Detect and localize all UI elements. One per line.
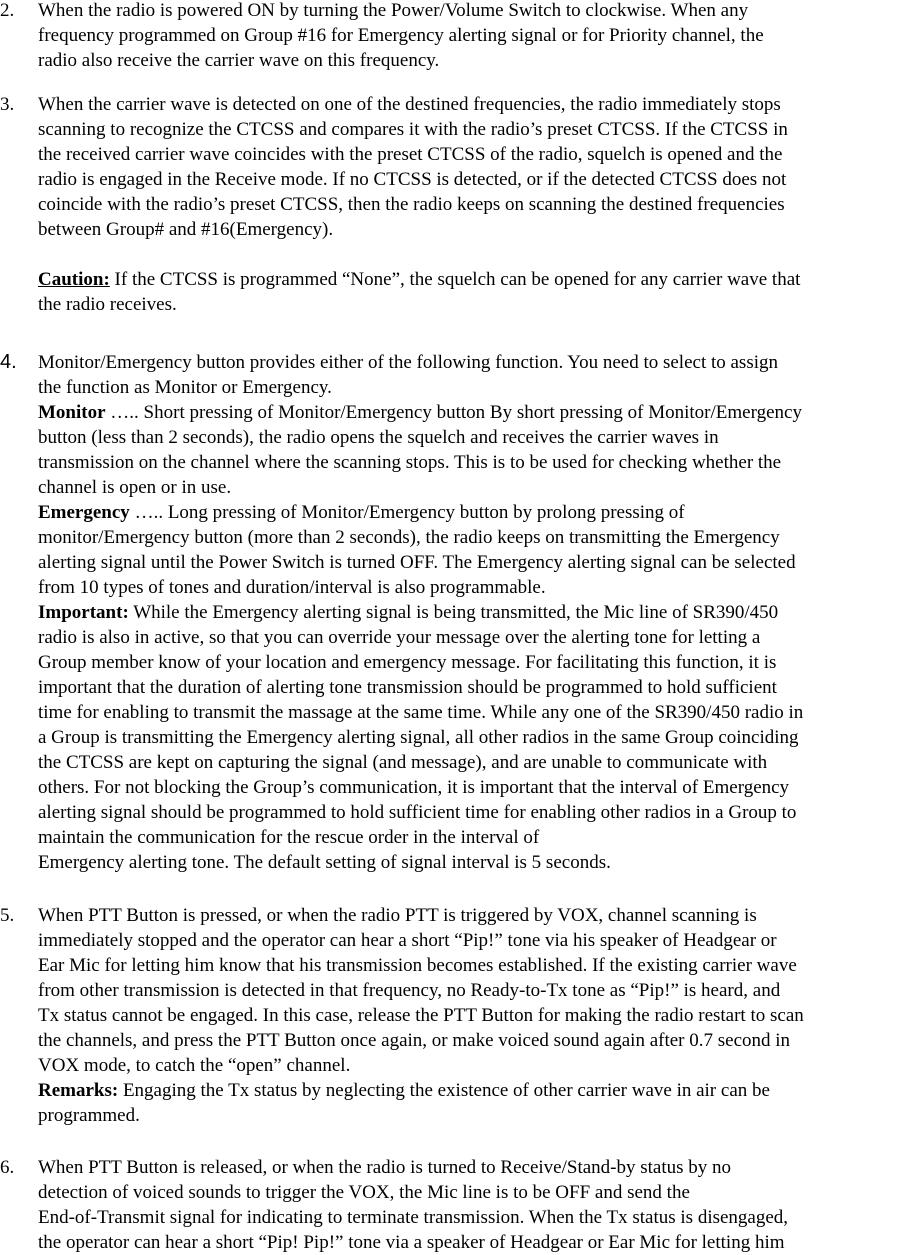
line-text: radio also receive the carrier wave on this frequency. — [38, 50, 440, 71]
text-line — [38, 0, 764, 23]
text-line — [38, 1078, 804, 1103]
line-text: radio is engaged in the Receive mode. If no CTCSS is detected, or if the detected CTCSS does not — [38, 169, 787, 190]
text-line — [38, 267, 800, 292]
text-line — [38, 500, 803, 525]
text-line — [38, 475, 803, 500]
line-text: the channels, and press the PTT Button once again, or make voiced sound again after 0.7 second in — [38, 1030, 791, 1051]
text-line — [38, 450, 803, 475]
line-text: the radio receives. — [38, 294, 177, 315]
list-item-body — [38, 350, 803, 875]
line-text: programmed. — [38, 1105, 140, 1126]
line-text: from other transmission is detected in that frequency, no Ready-to-Tx tone as “Pip!” is heard, and — [38, 980, 781, 1001]
line-text: When PTT Button is pressed, or when the radio PTT is triggered by VOX, channel scanning is — [38, 905, 757, 926]
line-text: ….. Short pressing of Monitor/Emergency button By short pressing of Monitor/Emergency — [105, 402, 802, 423]
text-line — [38, 350, 803, 375]
line-text: ….. Long pressing of Monitor/Emergency button by prolong pressing of — [129, 502, 685, 523]
line-text: the CTCSS are kept on capturing the signal (and message), and are unable to communicate with — [38, 752, 768, 773]
line-text: important that the duration of alerting tone transmission should be programmed to hold sufficient — [38, 677, 777, 698]
text-line — [38, 192, 800, 217]
line-text: the received carrier wave coincides with the preset CTCSS of the radio, squelch is opened and the — [38, 144, 783, 165]
list-item-body — [38, 1155, 788, 1255]
line-text: When the carrier wave is detected on one of the destined frequencies, the radio immediately stops — [38, 94, 781, 115]
line-text: While the Emergency alerting signal is being transmitted, the Mic line of SR390/450 — [128, 602, 779, 623]
text-line — [38, 600, 803, 625]
text-line — [38, 1230, 788, 1255]
line-text: from 10 types of tones and duration/interval is also programmable. — [38, 577, 546, 598]
line-text: button (less than 2 seconds), the radio opens the squelch and receives the carrier waves in — [38, 427, 719, 448]
list-item-number: 2. — [0, 0, 15, 21]
text-line — [38, 825, 803, 850]
list-item-body — [38, 92, 800, 317]
text-line — [38, 92, 800, 117]
text-line — [38, 425, 803, 450]
text-line — [38, 953, 804, 978]
text-line — [38, 1053, 804, 1078]
paragraph-gap — [38, 242, 800, 267]
line-text: If the CTCSS is programmed “None”, the squelch can be opened for any carrier wave that — [109, 269, 801, 290]
text-line — [38, 1003, 804, 1028]
line-text: detection of voiced sounds to trigger the VOX, the Mic line is to be OFF and send the — [38, 1182, 690, 1203]
line-text: VOX mode, to catch the “open” channel. — [38, 1055, 351, 1076]
text-line — [38, 1155, 788, 1180]
bold-label: Monitor — [38, 402, 106, 423]
line-text: scanning to recognize the CTCSS and compares it with the radio’s preset CTCSS. If the CTCSS in — [38, 119, 788, 140]
line-text: End-of-Transmit signal for indicating to terminate transmission. When the Tx status is disengaged, — [38, 1207, 789, 1228]
text-line — [38, 650, 803, 675]
text-line — [38, 725, 803, 750]
text-line — [38, 575, 803, 600]
text-line — [38, 775, 803, 800]
line-text: Engaging the Tx status by neglecting the existence of other carrier wave in air can be — [118, 1080, 770, 1101]
line-text: Monitor/Emergency button provides either of the following function. You need to select to assign — [38, 352, 778, 373]
text-line — [38, 117, 800, 142]
list-item-number: 3. — [0, 94, 15, 115]
caution-label: Caution: — [38, 269, 110, 290]
text-line — [38, 1180, 788, 1205]
line-text: maintain the communication for the rescue order in the interval of — [38, 827, 540, 848]
text-line — [38, 142, 800, 167]
text-line — [38, 217, 800, 242]
text-line — [38, 48, 764, 73]
line-text: between Group# and #16(Emergency). — [38, 219, 334, 240]
line-text: others. For not blocking the Group’s communication, it is important that the interval of Emergency — [38, 777, 790, 798]
text-line — [38, 525, 803, 550]
bold-label: Emergency — [38, 502, 130, 523]
line-text: Group member know of your location and emergency message. For facilitating this function, it is — [38, 652, 777, 673]
bold-label: Important: — [38, 602, 129, 623]
line-text: channel is open or in use. — [38, 477, 232, 498]
line-text: transmission on the channel where the scanning stops. This is to be used for checking whether the — [38, 452, 782, 473]
line-text: frequency programmed on Group #16 for Emergency alerting signal or for Priority channel, the — [38, 25, 764, 46]
text-line — [38, 750, 803, 775]
text-line — [38, 1103, 804, 1128]
line-text: radio is also in active, so that you can override your message over the alerting tone for letting a — [38, 627, 761, 648]
line-text: the operator can hear a short “Pip! Pip!” tone via a speaker of Headgear or Ear Mic for letting him — [38, 1232, 785, 1253]
bold-label: Remarks: — [38, 1080, 119, 1101]
text-line — [38, 400, 803, 425]
line-text: When PTT Button is released, or when the radio is turned to Receive/Stand-by status by no — [38, 1157, 732, 1178]
text-line — [38, 978, 804, 1003]
line-text: a Group is transmitting the Emergency alerting signal, all other radios in the same Group coinciding — [38, 727, 799, 748]
text-line — [38, 700, 803, 725]
list-item-number: 5. — [0, 905, 15, 926]
text-line — [38, 625, 803, 650]
line-text: time for enabling to transmit the massage at the same time. While any one of the SR390/450 radio in — [38, 702, 804, 723]
text-line — [38, 928, 804, 953]
line-text: the function as Monitor or Emergency. — [38, 377, 332, 398]
line-text: alerting signal until the Power Switch is turned OFF. The Emergency alerting signal can be selected — [38, 552, 796, 573]
line-text: Tx status cannot be engaged. In this case, release the PTT Button for making the radio restart to scan — [38, 1005, 804, 1026]
text-line — [38, 800, 803, 825]
text-line — [38, 550, 803, 575]
line-text: Ear Mic for letting him know that his transmission becomes established. If the existing carrier wave — [38, 955, 797, 976]
text-line — [38, 292, 800, 317]
line-text: alerting signal should be programmed to hold sufficient time for enabling other radios in a Group to — [38, 802, 797, 823]
text-line — [38, 1028, 804, 1053]
list-item-number: 4. — [0, 351, 17, 373]
text-line — [38, 903, 804, 928]
text-line — [38, 23, 764, 48]
list-item-body — [38, 0, 764, 73]
line-text: Emergency alerting tone. The default setting of signal interval is 5 seconds. — [38, 852, 611, 873]
text-line — [38, 850, 803, 875]
text-line — [38, 167, 800, 192]
text-line — [38, 675, 803, 700]
list-item-body — [38, 903, 804, 1128]
list-item-number: 6. — [0, 1157, 15, 1178]
line-text: monitor/Emergency button (more than 2 seconds), the radio keeps on transmitting the Emergency — [38, 527, 780, 548]
line-text: coincide with the radio’s preset CTCSS, then the radio keeps on scanning the destined frequencies — [38, 194, 785, 215]
text-line — [38, 375, 803, 400]
text-line — [38, 1205, 788, 1230]
line-text: immediately stopped and the operator can hear a short “Pip!” tone via his speaker of Headgear or — [38, 930, 777, 951]
line-text: When the radio is powered ON by turning the Power/Volume Switch to clockwise. When any — [38, 0, 749, 21]
